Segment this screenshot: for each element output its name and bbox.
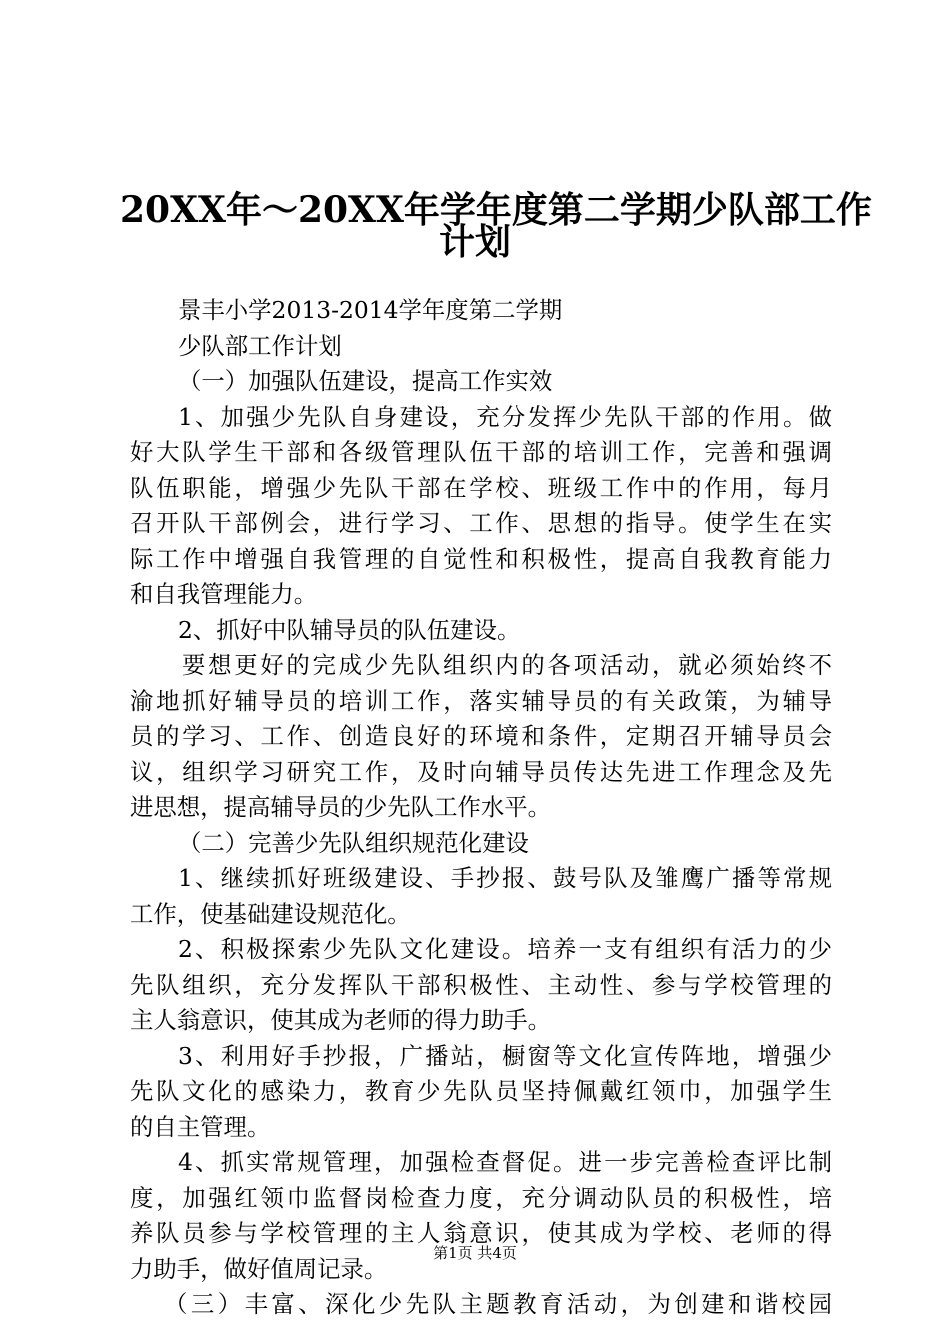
paragraph-line: 渝地抓好辅导员的培训工作，落实辅导员的有关政策，为辅导 <box>130 686 832 715</box>
paragraph-line: 4、抓实常规管理，加强检查督促。进一步完善检查评比制 <box>178 1148 832 1176</box>
paragraph-line: 要想更好的完成少先队组织内的各项活动，就必须始终不 <box>182 651 832 679</box>
paragraph-line: 和自我管理能力。 <box>130 580 318 608</box>
paragraph-line: 养队员参与学校管理的主人翁意识，使其成为学校、老师的得 <box>130 1219 832 1247</box>
paragraph-line: 好大队学生干部和各级管理队伍干部的培训工作，完善和强调 <box>130 438 832 466</box>
page-number-footer: 第1页 共4页 <box>433 1244 517 1262</box>
paragraph-line: 3、利用好手抄报，广播站，橱窗等文化宣传阵地，增强少 <box>178 1041 832 1070</box>
plan-subtitle-line: 少队部工作计划 <box>178 331 342 360</box>
paragraph-line: 度，加强红领巾监督岗检查力度，充分调动队员的积极性，培 <box>130 1183 832 1212</box>
document-body <box>130 293 832 1323</box>
school-term-line: 景丰小学2013-2014学年度第二学期 <box>178 296 563 324</box>
section-heading-3: （三）丰富、深化少先队主题教育活动，为创建和谐校园 <box>164 1290 832 1318</box>
section-heading-1: （一）加强队伍建设，提高工作实效 <box>178 367 553 395</box>
paragraph-line: 员的学习、工作、创造良好的环境和条件，定期召开辅导员会 <box>130 722 832 750</box>
section-heading-2: （二）完善少先队组织规范化建设 <box>178 828 529 857</box>
paragraph-line: 召开队干部例会，进行学习、工作、思想的指导。使学生在实 <box>130 509 832 537</box>
paragraph-line: 工作，使基础建设规范化。 <box>130 899 411 928</box>
paragraph-line: 队伍职能，增强少先队干部在学校、班级工作中的作用，每月 <box>130 473 832 502</box>
paragraph-line: 议，组织学习研究工作，及时向辅导员传达先进工作理念及先 <box>130 757 832 786</box>
paragraph-line: 2、积极探索少先队文化建设。培养一支有组织有活力的少 <box>178 935 832 963</box>
paragraph-line: 先队文化的感染力，教育少先队员坚持佩戴红领巾，加强学生 <box>130 1077 832 1105</box>
document-title-line-1: 20XX年～20XX年学年度第二学期少队部工作 <box>120 189 872 231</box>
paragraph-line: 进思想，提高辅导员的少先队工作水平。 <box>130 793 552 821</box>
document-title-line-2: 计划 <box>438 221 511 263</box>
paragraph-line: 先队组织，充分发挥队干部积极性、主动性、参与学校管理的 <box>130 970 832 999</box>
paragraph-line: 1、继续抓好班级建设、手抄报、鼓号队及雏鹰广播等常规 <box>178 864 832 892</box>
paragraph-line: 的自主管理。 <box>130 1112 271 1141</box>
paragraph-line: 际工作中增强自我管理的自觉性和积极性，提高自我教育能力 <box>130 544 832 573</box>
paragraph-line: 主人翁意识，使其成为老师的得力助手。 <box>130 1006 552 1034</box>
paragraph-line: 2、抓好中队辅导员的队伍建设。 <box>178 615 521 644</box>
paragraph-line: 1、加强少先队自身建设，充分发挥少先队干部的作用。做 <box>178 402 832 431</box>
paragraph-line: 力助手，做好值周记录。 <box>130 1254 388 1283</box>
